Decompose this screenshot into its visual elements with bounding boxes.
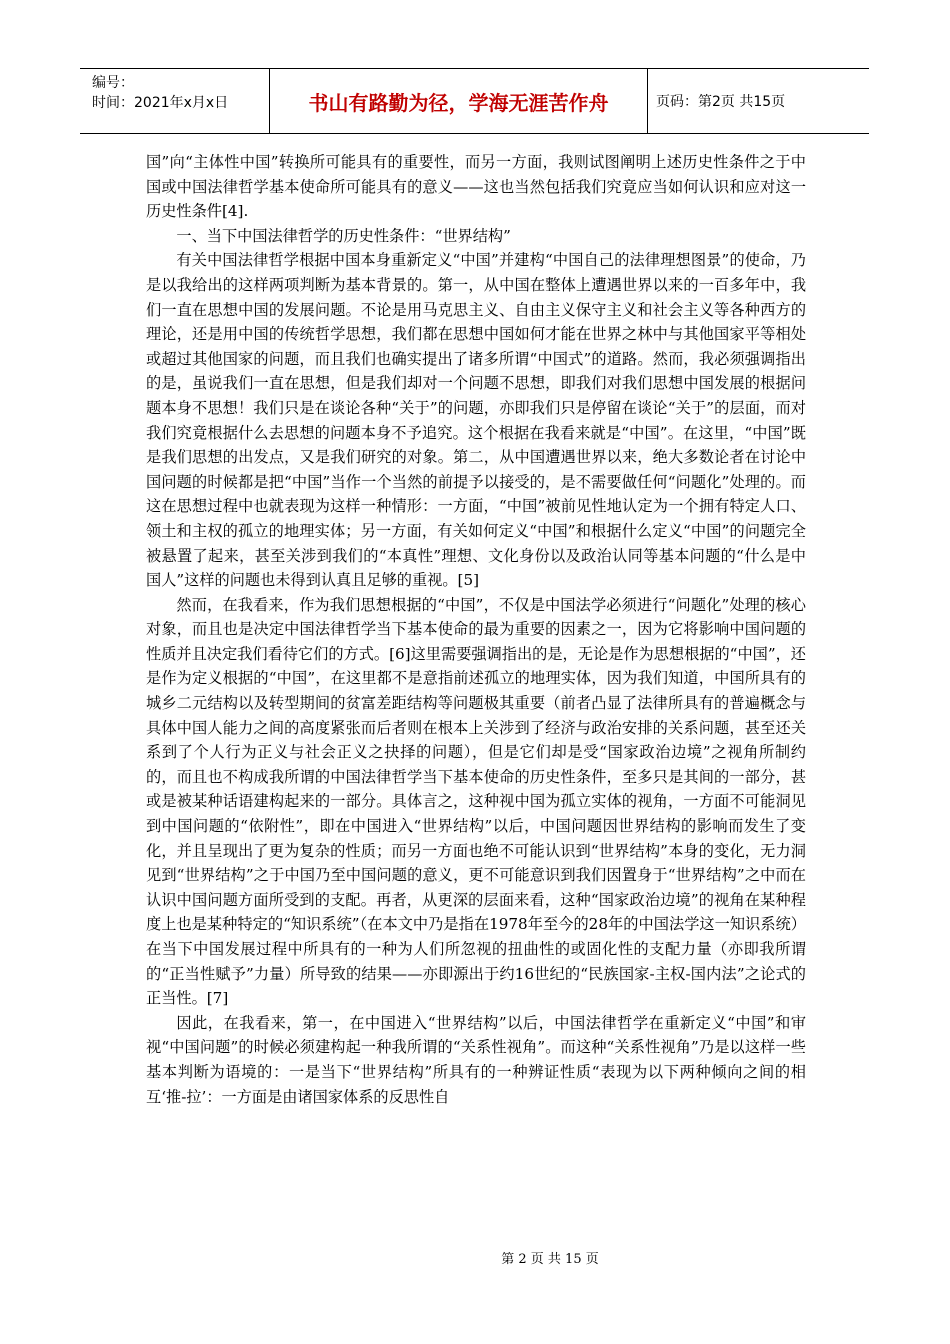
section-heading: 一、当下中国法律哲学的历史性条件：“世界结构” [176, 226, 511, 245]
page-footer: 第 2 页 共 15 页 [501, 1252, 599, 1267]
page-header [80, 68, 869, 134]
document-date: 时间：2021年x月x日 [92, 95, 229, 111]
document-body [146, 150, 806, 1109]
header-left-cell [80, 69, 270, 133]
paragraph: 有关中国法律哲学根据中国本身重新定义“中国”并建构“中国自己的法律理想图景”的使命，乃是以我给出的这样两项判断为基本背景的。第一，从中国在整体上遭遇世界以来的一百多年中，我们一直在思想中国的发展问题。不论是用马克思主义、自由主义保守主义和社会主义等各种西方的理论，还是用中国的传统哲学思想，我们都在思想中国如何才能在世界之林中与其他国家平等相处或超过其他国家的问题，而且我们也确实提出了诸多所谓“中国式”的道路。然而，我必须强调指出的是，虽说我们一直在思想，但是我们却对一个问题不思想，即我们对我们思想中国发展的根据问题本身不思想！我们只是在谈论各种“关于”的问题，亦即我们只是停留在谈论“关于”的层面，而对我们究竟根据什么去思想的问题本身不予追究。这个根据在我看来就是“中国”。在这里，“中国”既是我们思想的出发点，又是我们研究的对象。第二，从中国遭遇世界以来，绝大多数论者在讨论中国问题的时候都是把“中国”当作一个当然的前提予以接受的，是不需要做任何“问题化”处理的。而这在思想过程中也就表现为这样一种情形：一方面，“中国”被前见性地认定为一个拥有特定人口、领土和主权的孤立的地理实体；另一方面，有关如何定义“中国”和根据什么定义“中国”的问题完全被悬置了起来，甚至关涉到我们的“本真性”理想、文化身份以及政治认同等基本问题的“什么是中国人”这样的问题也未得到认真且足够的重视。[5] [146, 251, 806, 590]
header-page-info: 页码：第2页 共15页 [656, 94, 786, 110]
paragraph: 因此，在我看来，第一，在中国进入“世界结构”以后，中国法律哲学在重新定义“中国”和审视“中国问题”的时候必须建构起一种我所谓的“关系性视角”。而这种“关系性视角”乃是以这样一些基本判断为语境的：一是当下“世界结构”所具有的一种辨证性质“表现为以下两种倾向之间的相互‘推-拉’：一方面是由诸国家体系的反思性自 [146, 1013, 806, 1106]
paragraph-continuation: 国”向“主体性中国”转换所可能具有的重要性，而另一方面，我则试图阐明上述历史性条件之于中国或中国法律哲学基本使命所可能具有的意义——这也当然包括我们究竟应当如何认识和应对这一历史性条件[4]. [146, 153, 806, 221]
header-motto: 书山有路勤为径，学海无涯苦作舟 [270, 69, 648, 133]
document-number-label: 编号： [92, 75, 134, 91]
paragraph: 然而，在我看来，作为我们思想根据的“中国”，不仅是中国法学必须进行“问题化”处理的核心对象，而且也是决定中国法律哲学当下基本使命的最为重要的因素之一，因为它将影响中国问题的性质并且决定我们看待它们的方式。[6]这里需要强调指出的是，无论是作为思想根据的“中国”，还是作为定义根据的“中国”，在这里都不是意指前述孤立的地理实体，因为我们知道，中国所具有的城乡二元结构以及转型期间的贫富差距结构等问题极其重要（前者凸显了法律所具有的普遍概念与具体中国人能力之间的高度紧张而后者则在根本上关涉到了经济与政治安排的关系问题，甚至还关系到了个人行为正义与社会正义之抉择的问题），但是它们却是受“国家政治边境”之视角所制约的，而且也不构成我所谓的中国法律哲学当下基本使命的历史性条件，至多只是其间的一部分，甚或是被某种话语建构起来的一部分。具体言之，这种视中国为孤立实体的视角，一方面不可能洞见到中国问题的“依附性”，即在中国进入“世界结构”以后，中国问题因世界结构的影响而发生了变化，并且呈现出了更为复杂的性质；而另一方面也绝不可能认识到“世界结构”本身的变化，无力洞见到“世界结构”之于中国乃至中国问题的意义，更不可能意识到我们因置身于“世界结构”之中而在认识中国问题方面所受到的支配。再者，从更深的层面来看，这种“国家政治边境”的视角在某种程度上也是某种特定的“知识系统”（在本文中乃是指在1978年至今的28年的中国法学这一知识系统）在当下中国发展过程中所具有的一种为人们所忽视的扭曲性的或固化性的支配力量（亦即我所谓的“正当性赋予”力量）所导致的结果——亦即源出于约16世纪的“民族国家-主权-国内法”之论式的正当性。[7] [146, 595, 806, 1008]
